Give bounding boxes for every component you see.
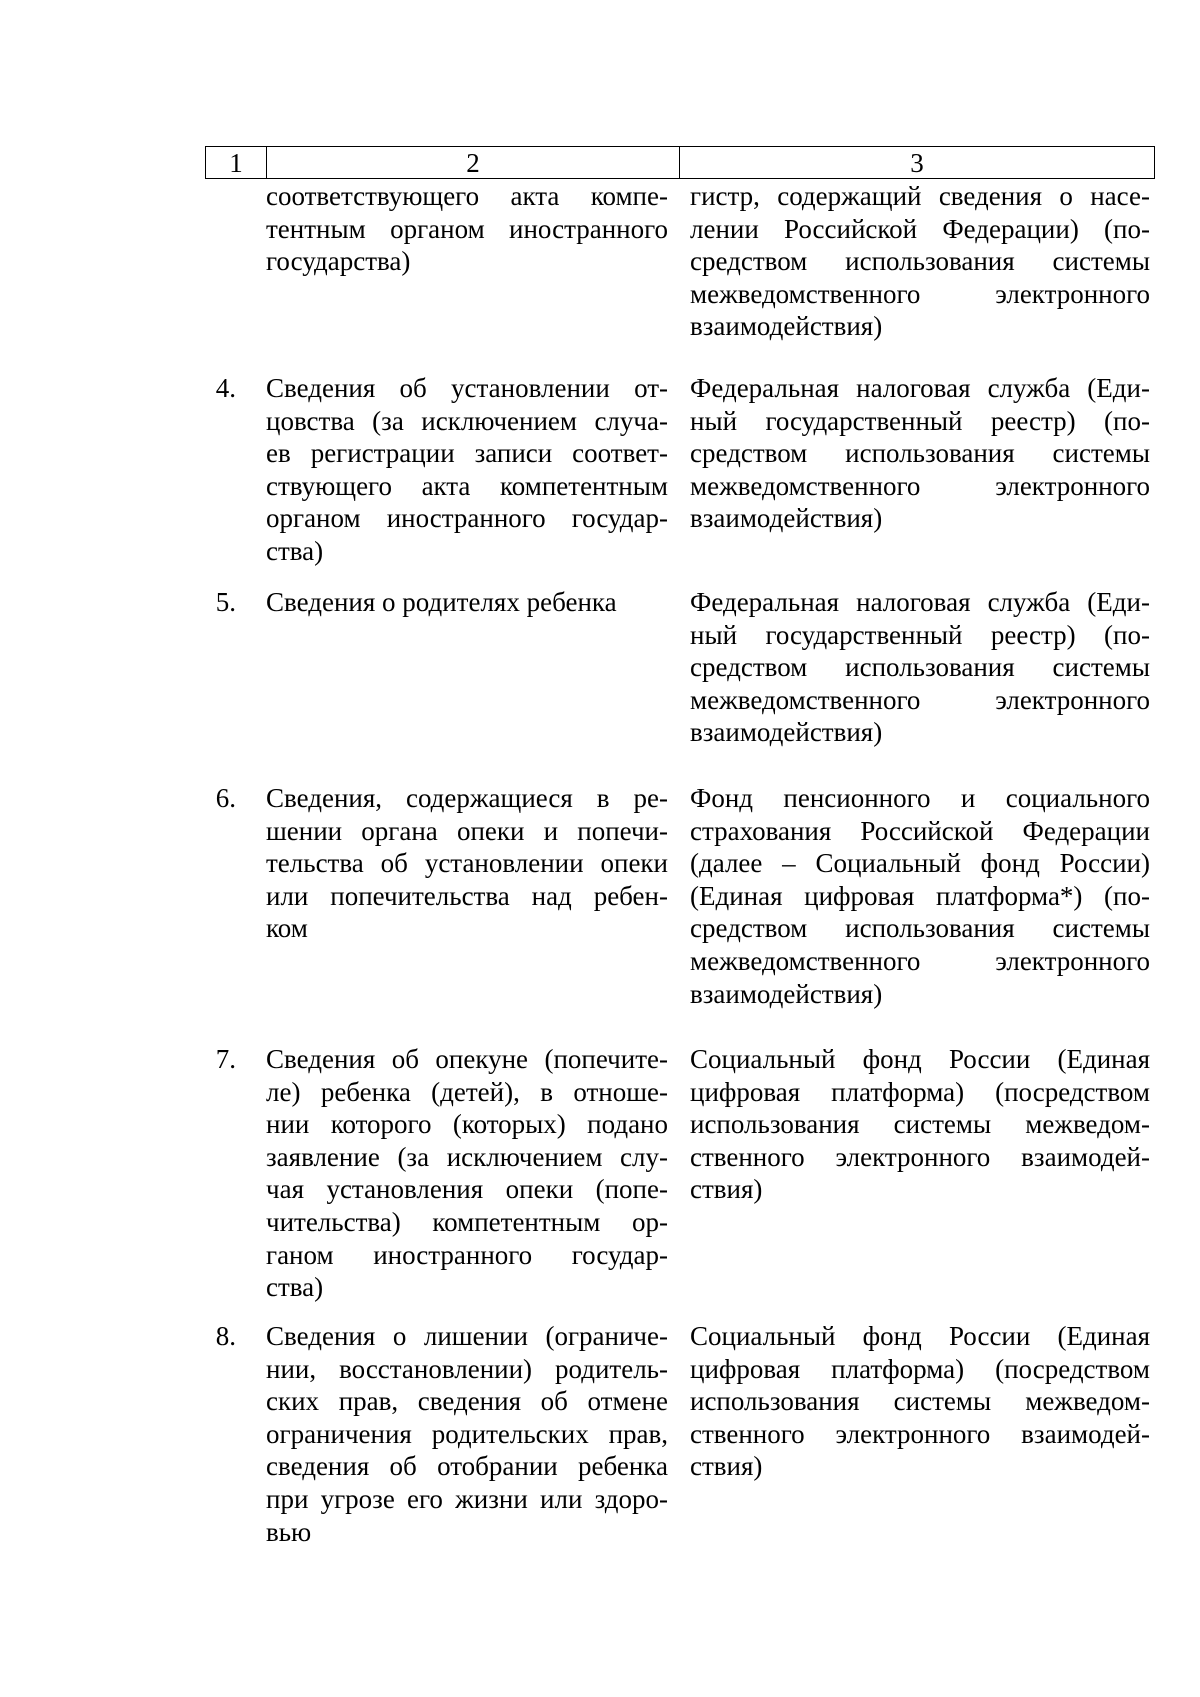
- text-line: Сведения, содержащиеся в ре-: [266, 783, 668, 813]
- text-line: Фонд пенсионного и социального: [690, 783, 1150, 813]
- row-number: 5.: [215, 587, 236, 617]
- text-line: Социальный фонд России (Единая: [690, 1044, 1150, 1074]
- text-line: ственного электронного взаимодей-: [690, 1141, 1150, 1172]
- text-line: чая установления опеки (попе-: [266, 1174, 668, 1205]
- text-line: ле) ребенка (детей), в отноше-: [266, 1076, 668, 1107]
- text-line: межведомственного электронного: [690, 470, 1150, 501]
- text-line: ганом иностранного государ-: [266, 1239, 668, 1270]
- row-name-cell: [266, 1320, 668, 1548]
- text-line: соответствующего акта компе-: [266, 181, 668, 211]
- text-line: ограничения родительских прав,: [266, 1418, 668, 1449]
- text-line: ствия): [690, 1451, 763, 1482]
- text-line: нии которого (которых) подано: [266, 1109, 668, 1140]
- text-line: Сведения о родителях ребенка: [266, 587, 617, 617]
- row-name-cell: [266, 180, 668, 278]
- text-line: цовства (за исключением случа-: [266, 405, 668, 436]
- text-line: ства): [266, 535, 324, 566]
- text-line: при угрозе его жизни или здоро-: [266, 1483, 668, 1514]
- text-line: межведомственного электронного: [690, 684, 1150, 715]
- text-line: шении органа опеки и попечи-: [266, 815, 668, 846]
- text-line: страхования Российской Федерации: [690, 815, 1150, 846]
- text-line: (далее – Социальный фонд России): [690, 848, 1150, 879]
- text-line: Федеральная налоговая служба (Еди-: [690, 587, 1150, 617]
- text-line: ком: [266, 913, 308, 944]
- text-line: взаимодействия): [690, 717, 883, 748]
- text-line: Сведения о лишении (ограниче-: [266, 1321, 668, 1351]
- text-line: Социальный фонд России (Единая: [690, 1321, 1150, 1351]
- text-line: цифровая платформа) (посредством: [690, 1353, 1150, 1384]
- row-number: 8.: [215, 1321, 236, 1351]
- row-name-cell: [266, 782, 668, 945]
- text-line: лении Российской Федерации) (по-: [690, 213, 1150, 244]
- row-number: 6.: [215, 783, 236, 813]
- text-line: или попечительства над ребен-: [266, 880, 668, 911]
- text-line: взаимодействия): [690, 503, 883, 534]
- row-name-cell: [266, 586, 668, 619]
- row-name-cell: [266, 372, 668, 568]
- text-line: ев регистрации записи соответ-: [266, 438, 668, 469]
- text-line: ный государственный реестр) (по-: [690, 405, 1150, 436]
- text-line: взаимодействия): [690, 311, 883, 342]
- column-header-3: 3: [680, 147, 1155, 179]
- row-source-cell: [690, 782, 1150, 1010]
- text-line: межведомственного электронного: [690, 945, 1150, 976]
- text-line: Сведения об опекуне (попечите-: [266, 1044, 668, 1074]
- row-name-cell: [266, 1043, 668, 1304]
- text-line: использования системы межведом-: [690, 1109, 1150, 1140]
- text-line: ских прав, сведения об отмене: [266, 1386, 668, 1417]
- column-header-1: 1: [206, 147, 267, 179]
- text-line: ный государственный реестр) (по-: [690, 619, 1150, 650]
- text-line: средством использования системы: [690, 438, 1150, 469]
- text-line: межведомственного электронного: [690, 278, 1150, 309]
- row-number: 4.: [215, 373, 236, 403]
- row-source-cell: [690, 372, 1150, 535]
- text-line: заявление (за исключением слу-: [266, 1141, 668, 1172]
- column-header-2: 2: [267, 147, 680, 179]
- text-line: органом иностранного государ-: [266, 503, 668, 534]
- row-source-cell: [690, 1043, 1150, 1206]
- text-line: (Единая цифровая платформа*) (по-: [690, 880, 1150, 911]
- text-line: цифровая платформа) (посредством: [690, 1076, 1150, 1107]
- text-line: нии, восстановлении) родитель-: [266, 1353, 668, 1384]
- text-line: государства): [266, 246, 411, 277]
- text-line: средством использования системы: [690, 913, 1150, 944]
- row-source-cell: [690, 586, 1150, 749]
- column-header-row: [206, 147, 1155, 179]
- text-line: тентным органом иностранного: [266, 213, 668, 244]
- text-line: Сведения об установлении от-: [266, 373, 668, 403]
- text-line: взаимодействия): [690, 978, 883, 1009]
- text-line: тельства об установлении опеки: [266, 848, 668, 879]
- text-line: средством использования системы: [690, 652, 1150, 683]
- text-line: гистр, содержащий сведения о насе-: [690, 181, 1150, 211]
- text-line: сведения об отобрании ребенка: [266, 1451, 668, 1482]
- text-line: ствующего акта компетентным: [266, 470, 668, 501]
- text-line: чительства) компетентным ор-: [266, 1206, 668, 1237]
- row-source-cell: [690, 1320, 1150, 1483]
- text-line: Федеральная налоговая служба (Еди-: [690, 373, 1150, 403]
- column-header-table: [205, 146, 1155, 179]
- text-line: ствия): [690, 1174, 763, 1205]
- text-line: ственного электронного взаимодей-: [690, 1418, 1150, 1449]
- text-line: вью: [266, 1516, 312, 1547]
- row-number: 7.: [215, 1044, 236, 1074]
- text-line: использования системы межведом-: [690, 1386, 1150, 1417]
- text-line: средством использования системы: [690, 246, 1150, 277]
- text-line: ства): [266, 1272, 324, 1303]
- row-source-cell: [690, 180, 1150, 343]
